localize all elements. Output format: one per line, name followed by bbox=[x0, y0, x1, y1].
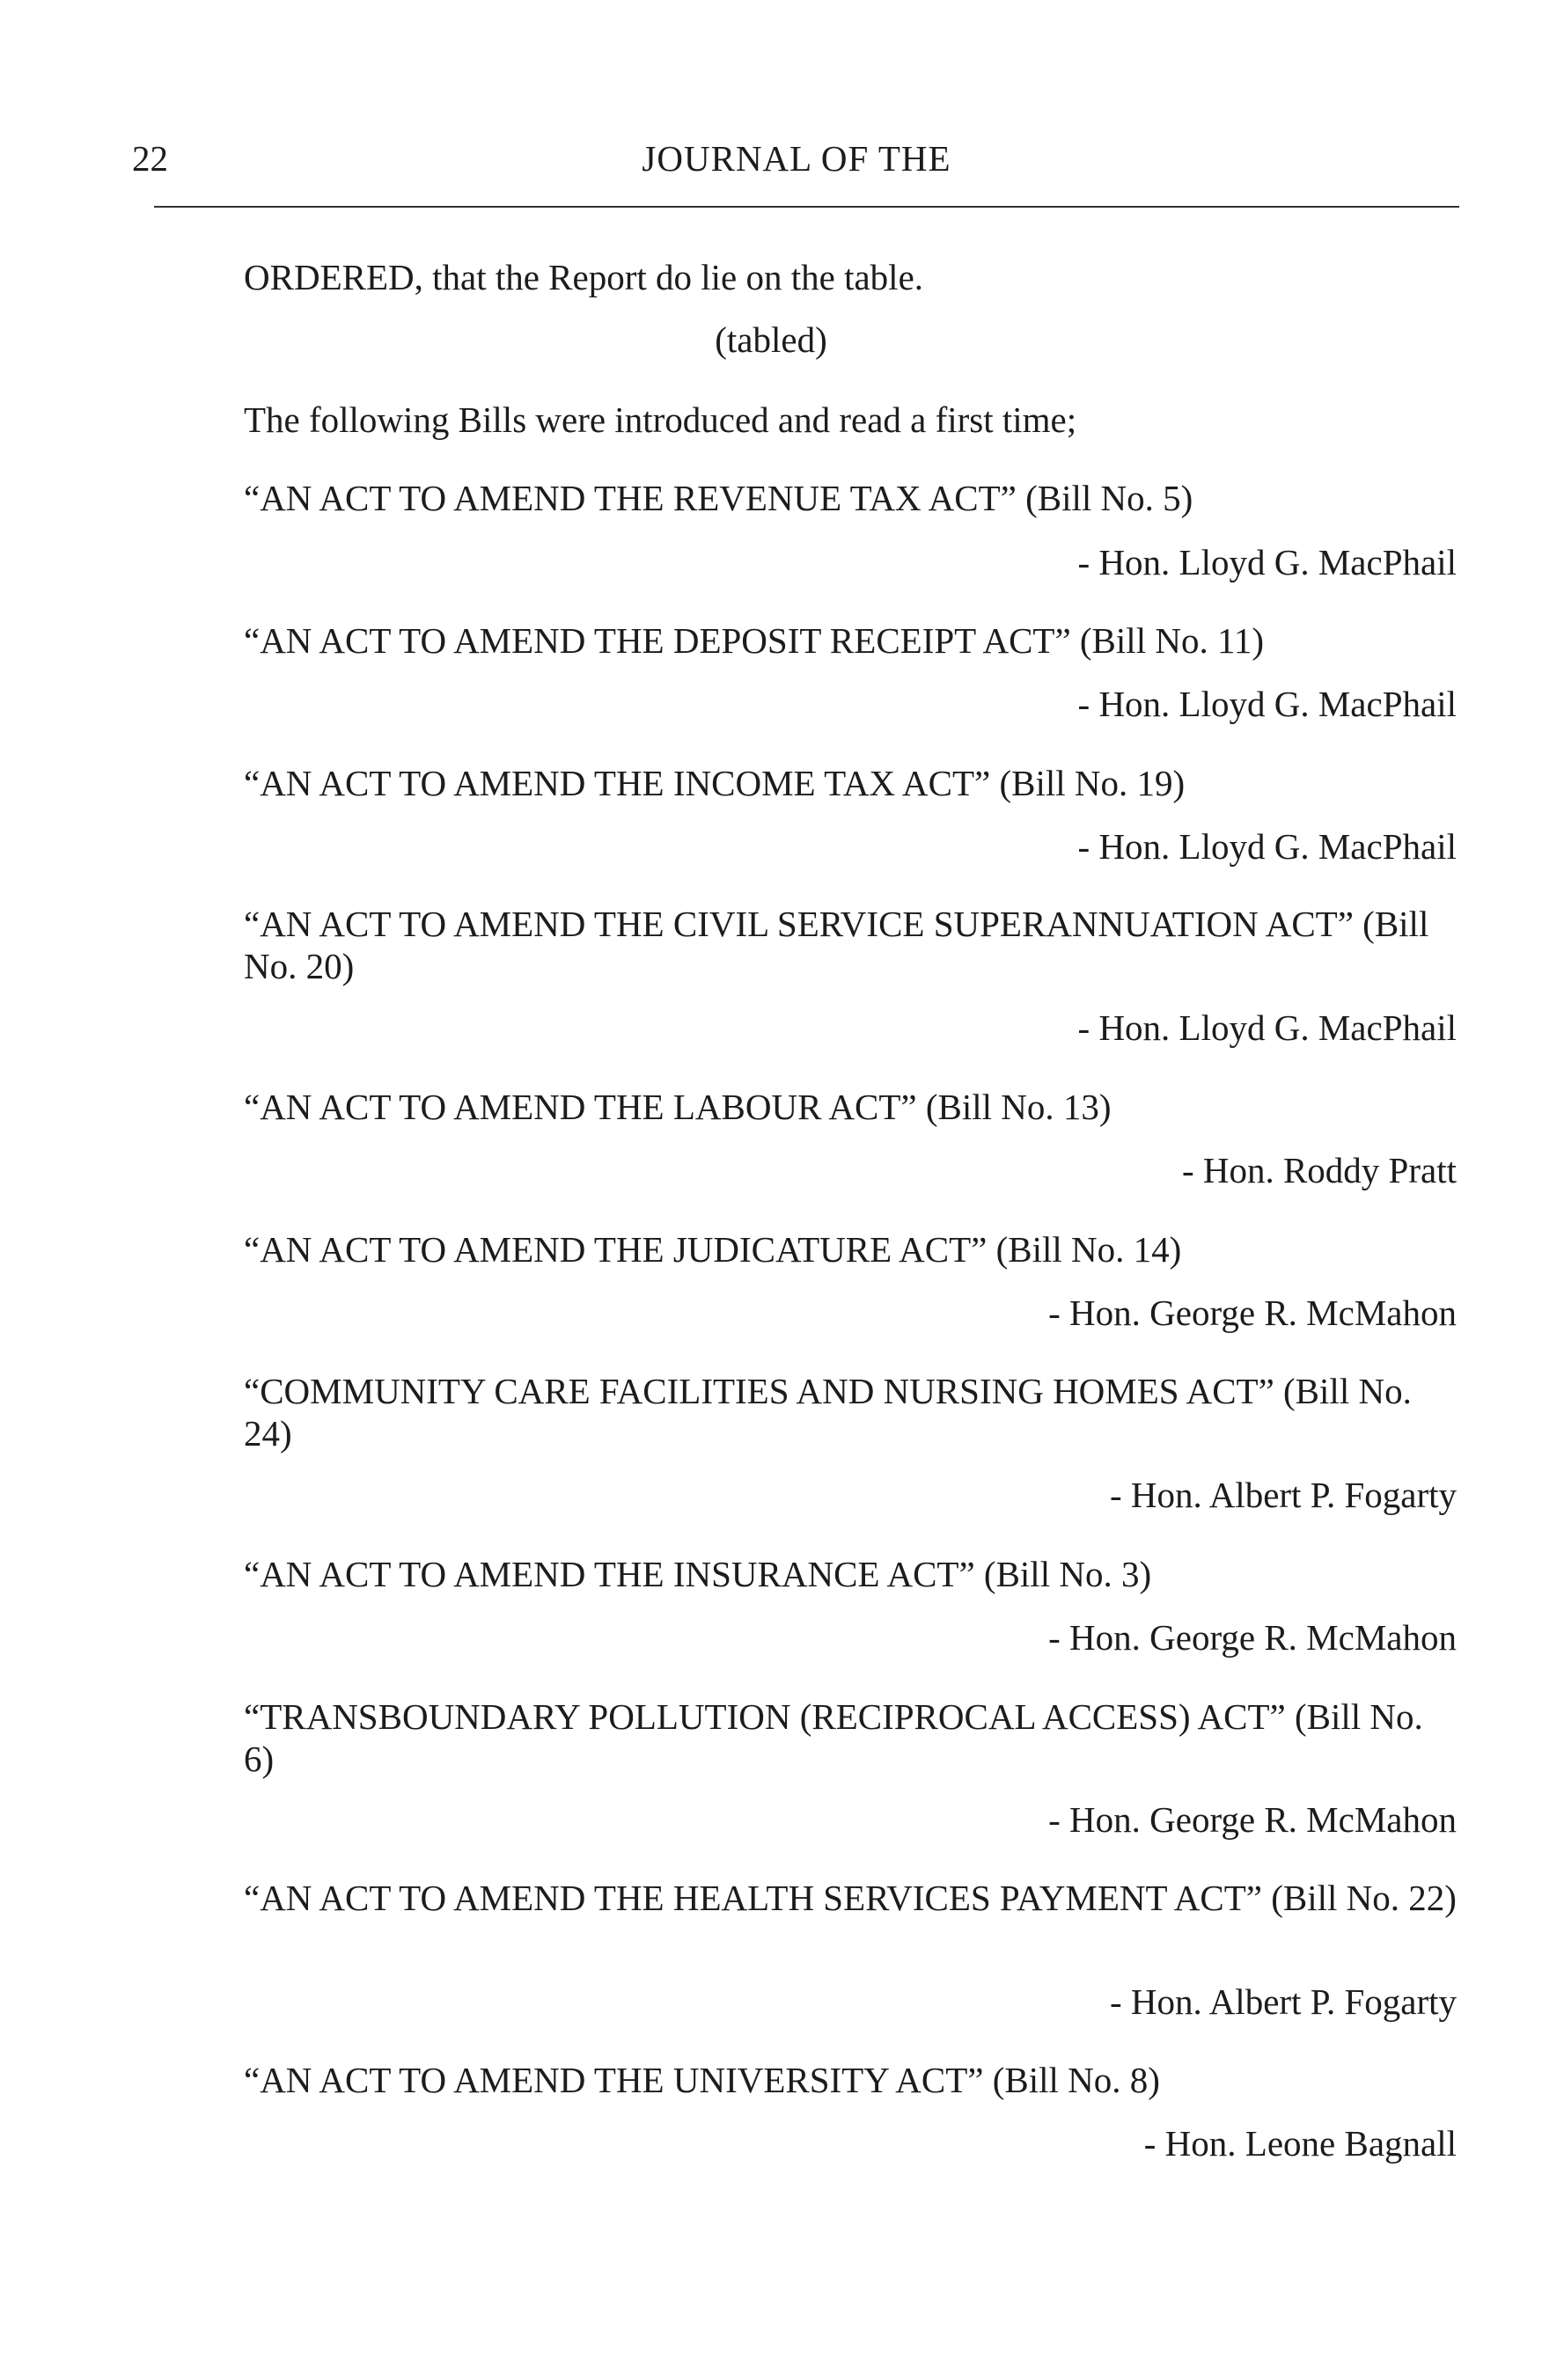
bill-title: “AN ACT TO AMEND THE HEALTH SERVICES PAYMENT ACT” (Bill No. 22) bbox=[244, 1878, 1457, 1918]
bill-title: “AN ACT TO AMEND THE JUDICATURE ACT” (Bill No. 14) bbox=[244, 1229, 1182, 1270]
bill-sponsor: - Hon. Lloyd G. MacPhail bbox=[1077, 1007, 1457, 1048]
bill-title: “AN ACT TO AMEND THE INSURANCE ACT” (Bill No. 3) bbox=[244, 1554, 1152, 1594]
bill-sponsor: - Hon. Albert P. Fogarty bbox=[1109, 1981, 1457, 2022]
bill-title: “AN ACT TO AMEND THE DEPOSIT RECEIPT ACT” (Bill No. 11) bbox=[244, 620, 1265, 661]
bill-title: “AN ACT TO AMEND THE INCOME TAX ACT” (Bill No. 19) bbox=[244, 763, 1186, 803]
bill-sponsor: - Hon. Lloyd G. MacPhail bbox=[1077, 684, 1457, 724]
bills-intro: The following Bills were introduced and read a first time; bbox=[244, 399, 1077, 440]
tabled-note: (tabled) bbox=[715, 319, 827, 360]
bill-title: “AN ACT TO AMEND THE UNIVERSITY ACT” (Bill No. 8) bbox=[244, 2060, 1160, 2100]
bill-sponsor: - Hon. Albert P. Fogarty bbox=[1109, 1475, 1457, 1515]
bill-sponsor: - Hon. George R. McMahon bbox=[1048, 1293, 1457, 1333]
page-number: 22 bbox=[132, 138, 168, 179]
bill-sponsor: - Hon. Lloyd G. MacPhail bbox=[1077, 542, 1457, 582]
order-statement: ORDERED, that the Report do lie on the table. bbox=[244, 257, 924, 297]
bill-sponsor: - Hon. Leone Bagnall bbox=[1143, 2123, 1457, 2164]
bill-sponsor: - Hon. Roddy Pratt bbox=[1181, 1150, 1457, 1190]
bill-sponsor: - Hon. Lloyd G. MacPhail bbox=[1077, 826, 1457, 867]
bill-title: “AN ACT TO AMEND THE CIVIL SERVICE SUPERANNUATION ACT” (Bill No. 20) bbox=[244, 904, 1429, 986]
bill-title: “AN ACT TO AMEND THE REVENUE TAX ACT” (Bill No. 5) bbox=[244, 478, 1193, 518]
header-divider bbox=[154, 206, 1459, 208]
bill-title: “COMMUNITY CARE FACILITIES AND NURSING HOMES ACT” (Bill No. 24) bbox=[244, 1371, 1412, 1454]
running-title: JOURNAL OF THE bbox=[642, 138, 951, 179]
page-header bbox=[132, 132, 1461, 185]
bill-sponsor: - Hon. George R. McMahon bbox=[1048, 1799, 1457, 1840]
bill-title: “TRANSBOUNDARY POLLUTION (RECIPROCAL ACCESS) ACT” (Bill No. 6) bbox=[244, 1696, 1423, 1779]
bill-sponsor: - Hon. George R. McMahon bbox=[1048, 1617, 1457, 1658]
bill-title: “AN ACT TO AMEND THE LABOUR ACT” (Bill No. 13) bbox=[244, 1087, 1112, 1127]
